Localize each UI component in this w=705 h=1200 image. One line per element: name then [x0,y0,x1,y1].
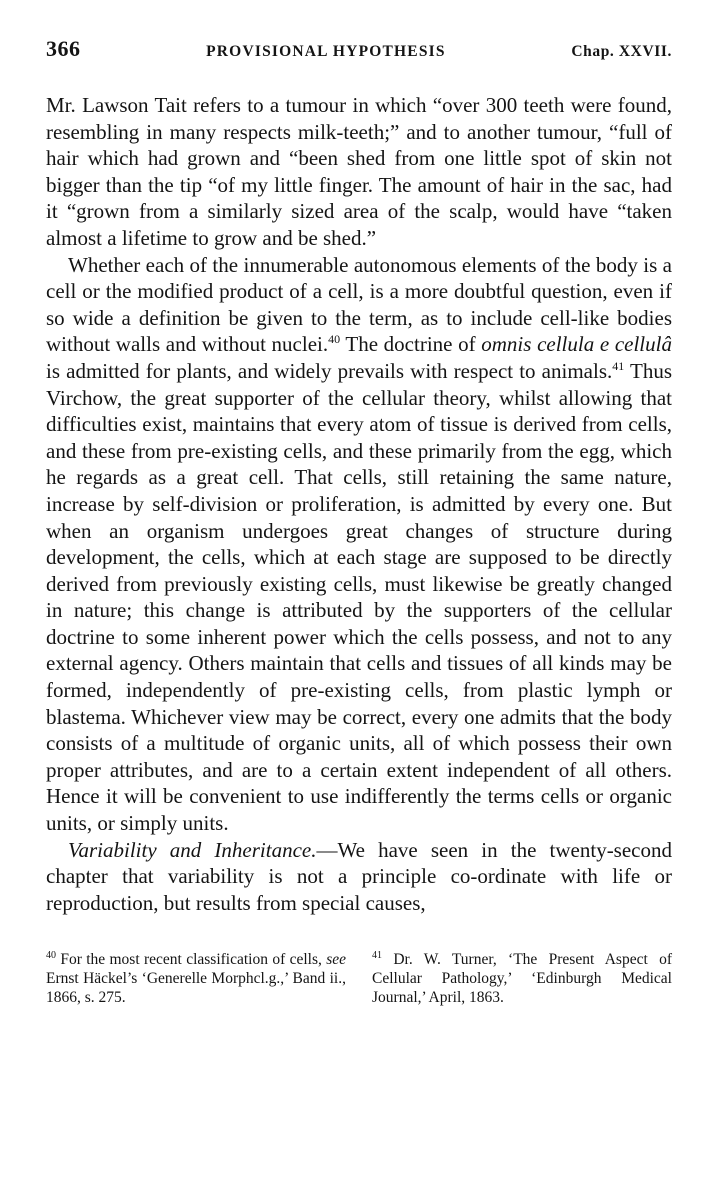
footnote-41 [372,950,672,1007]
footnote-marker: 40 [46,950,56,962]
footnote-ref-41: 41 [612,358,625,373]
page-number: 366 [46,36,81,61]
text-segment: —We have seen in the twenty-second chapter that variability is not a principle co-ordinate with life or reproduction, but results from special causes, [46,837,672,915]
text-segment: is admitted for plants, and widely prevails with respect to animals. [46,358,613,383]
footnote-text: For the most recent classification of cells, [56,951,327,969]
book-page [46,36,672,1007]
latin-phrase: omnis cellula e cellulâ [481,332,672,357]
footnote-ref-40: 40 [328,332,341,347]
footnote-text: Dr. W. Turner, ‘The Present Aspect of Cellular Pathology,’ ‘Edinburgh Medical Journal,’ April, 1863. [372,951,672,1007]
text-segment: Thus Virchow, the great supporter of the cellular theory, whilst allowing that difficulties exist, maintains that every atom of tissue is derived from cells, and these from pre-existing cells, and these primarily from the egg, which he regards as a great cell. That cells, still retaining the same nature, increase by self-division or proliferation, is admitted by every one. But when an organism undergoes great changes of structure during development, the cells, which at each stage are supposed to be directly derived from previously existing cells, must likewise be greatly changed in nature; this change is attributed by the supporters of the cellular doctrine to some inherent power which the cells possess, and not to any external agency. Others maintain that cells and tissues of all kinds may be formed, independently of pre-existing cells, from plastic lymph or blastema. Whichever view may be correct, every one admits that the body consists of a multitude of organic units, all of which possess their own proper attributes, and are to a certain extent independent of all others. Hence it will be convenient to use indifferently the terms cells or organic units, or simply units. [46,358,672,836]
footnote-text: Ernst Häckel’s ‘Generelle Morphcl.g.,’ Band ii., 1866, s. 275. [46,970,346,1007]
paragraph-tait-quote [46,92,672,252]
text-segment: Mr. Lawson Tait refers to a tumour in which “over 300 teeth were found, resembling in many respects milk-teeth;” and to another tumour, “full of hair which had grown and “been shed from one little spot of skin not bigger than the tip “of my little finger. The amount of hair in the sac, had it “grown from a similarly sized area of the scalp, would have “taken almost a lifetime to grow and be shed.” [46,93,672,250]
page-header [46,36,672,72]
footnotes [46,950,672,1007]
footnote-marker: 41 [372,950,382,962]
paragraph-variability [46,837,672,917]
paragraph-cell-theory [46,252,672,837]
text-segment: The doctrine of [340,332,482,357]
text-segment: Whether each of the innumerable autonomous elements of the body is a cell or the modified product of a cell, is a more doubtful question, even if so wide a definition be given to the term, as to include cell-like bodies without walls and without nuclei. [46,252,672,357]
section-heading: Variability and Inheritance. [68,837,317,862]
footnote-text: see [326,951,346,969]
chapter-label: Chap. XXVII. [571,43,672,60]
running-title: PROVISIONAL HYPOTHESIS [206,43,446,60]
footnote-40 [46,950,346,1007]
body-text [46,92,672,916]
